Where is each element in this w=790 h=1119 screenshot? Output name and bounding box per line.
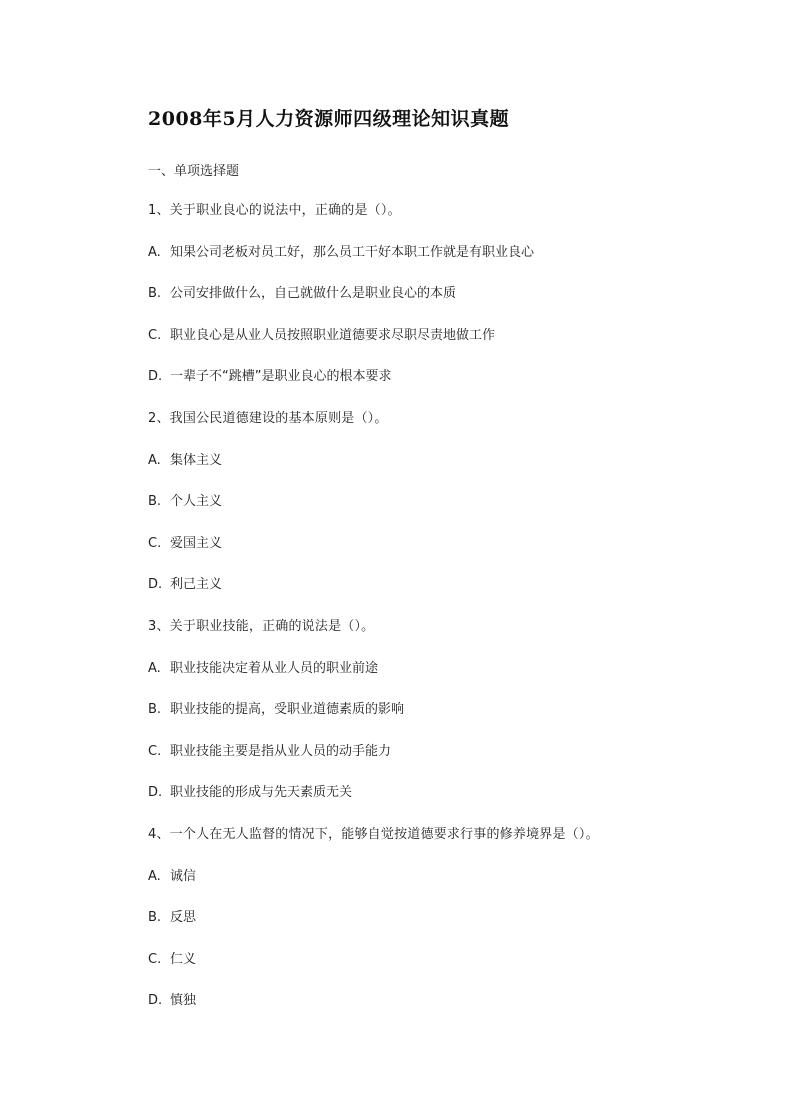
option-text: 职业技能主要是指从业人员的动手能力 bbox=[170, 743, 392, 759]
option-text: 仁义 bbox=[170, 951, 197, 967]
option-letter: C. bbox=[148, 535, 162, 551]
option-letter: D. bbox=[148, 369, 163, 385]
option-text: 反思 bbox=[170, 910, 197, 926]
option-text: 爱国主义 bbox=[170, 535, 223, 551]
question-stem: 4、一个人在无人监督的情况下，能够自觉按道德要求行事的修养境界是（）。 bbox=[148, 826, 599, 842]
option-item bbox=[148, 700, 748, 720]
option-item bbox=[148, 950, 748, 970]
option-item bbox=[148, 908, 748, 928]
option-text: 利己主义 bbox=[170, 577, 223, 593]
option-text: 职业良心是从业人员按照职业道德要求尽职尽责地做工作 bbox=[170, 327, 496, 343]
option-item bbox=[148, 451, 748, 471]
option-letter: A. bbox=[148, 868, 161, 884]
option-letter: D. bbox=[148, 577, 163, 593]
option-text: 一辈子不“跳槽”是职业良心的根本要求 bbox=[170, 369, 392, 385]
option-letter: A. bbox=[148, 660, 161, 676]
option-text: 公司安排做什么，自己就做什么是职业良心的本质 bbox=[170, 286, 457, 302]
option-letter: B. bbox=[148, 910, 162, 926]
document-title: 2008年5月人力资源师四级理论知识真题 bbox=[148, 108, 510, 130]
option-letter: B. bbox=[148, 702, 162, 718]
option-text: 个人主义 bbox=[170, 494, 223, 510]
question-stem: 1、关于职业良心的说法中，正确的是（）。 bbox=[148, 203, 401, 218]
question-stem: 3、关于职业技能，正确的说法是（）。 bbox=[148, 618, 375, 634]
option-letter: B. bbox=[148, 494, 162, 510]
option-item bbox=[148, 783, 748, 803]
option-letter: D. bbox=[148, 785, 163, 801]
option-item bbox=[148, 534, 748, 554]
option-item bbox=[148, 243, 748, 263]
option-item bbox=[148, 492, 748, 512]
option-text: 集体主义 bbox=[170, 452, 223, 468]
option-letter: D. bbox=[148, 993, 163, 1009]
option-item bbox=[148, 867, 748, 887]
option-text: 职业技能的提高，受职业道德素质的影响 bbox=[170, 702, 405, 718]
option-item bbox=[148, 367, 748, 387]
option-item bbox=[148, 326, 748, 346]
option-letter: C. bbox=[148, 743, 162, 759]
option-item bbox=[148, 991, 748, 1011]
option-text: 职业技能的形成与先天素质无关 bbox=[170, 785, 353, 801]
option-letter: C. bbox=[148, 951, 162, 967]
option-letter: C. bbox=[148, 327, 162, 343]
option-text: 诚信 bbox=[170, 868, 197, 884]
option-item bbox=[148, 742, 748, 762]
option-letter: A. bbox=[148, 244, 161, 260]
option-text: 职业技能决定着从业人员的职业前途 bbox=[170, 660, 379, 676]
section-heading: 一、单项选择题 bbox=[148, 164, 240, 179]
option-text: 慎独 bbox=[170, 993, 197, 1009]
option-item bbox=[148, 284, 748, 304]
option-item bbox=[148, 575, 748, 595]
question-list bbox=[148, 201, 748, 1033]
option-text: 知果公司老板对员工好，那么员工干好本职工作就是有职业良心 bbox=[170, 244, 535, 260]
option-letter: B. bbox=[148, 286, 162, 302]
option-item bbox=[148, 659, 748, 679]
question-stem: 2、我国公民道德建设的基本原则是（）。 bbox=[148, 410, 388, 426]
option-letter: A. bbox=[148, 452, 161, 468]
